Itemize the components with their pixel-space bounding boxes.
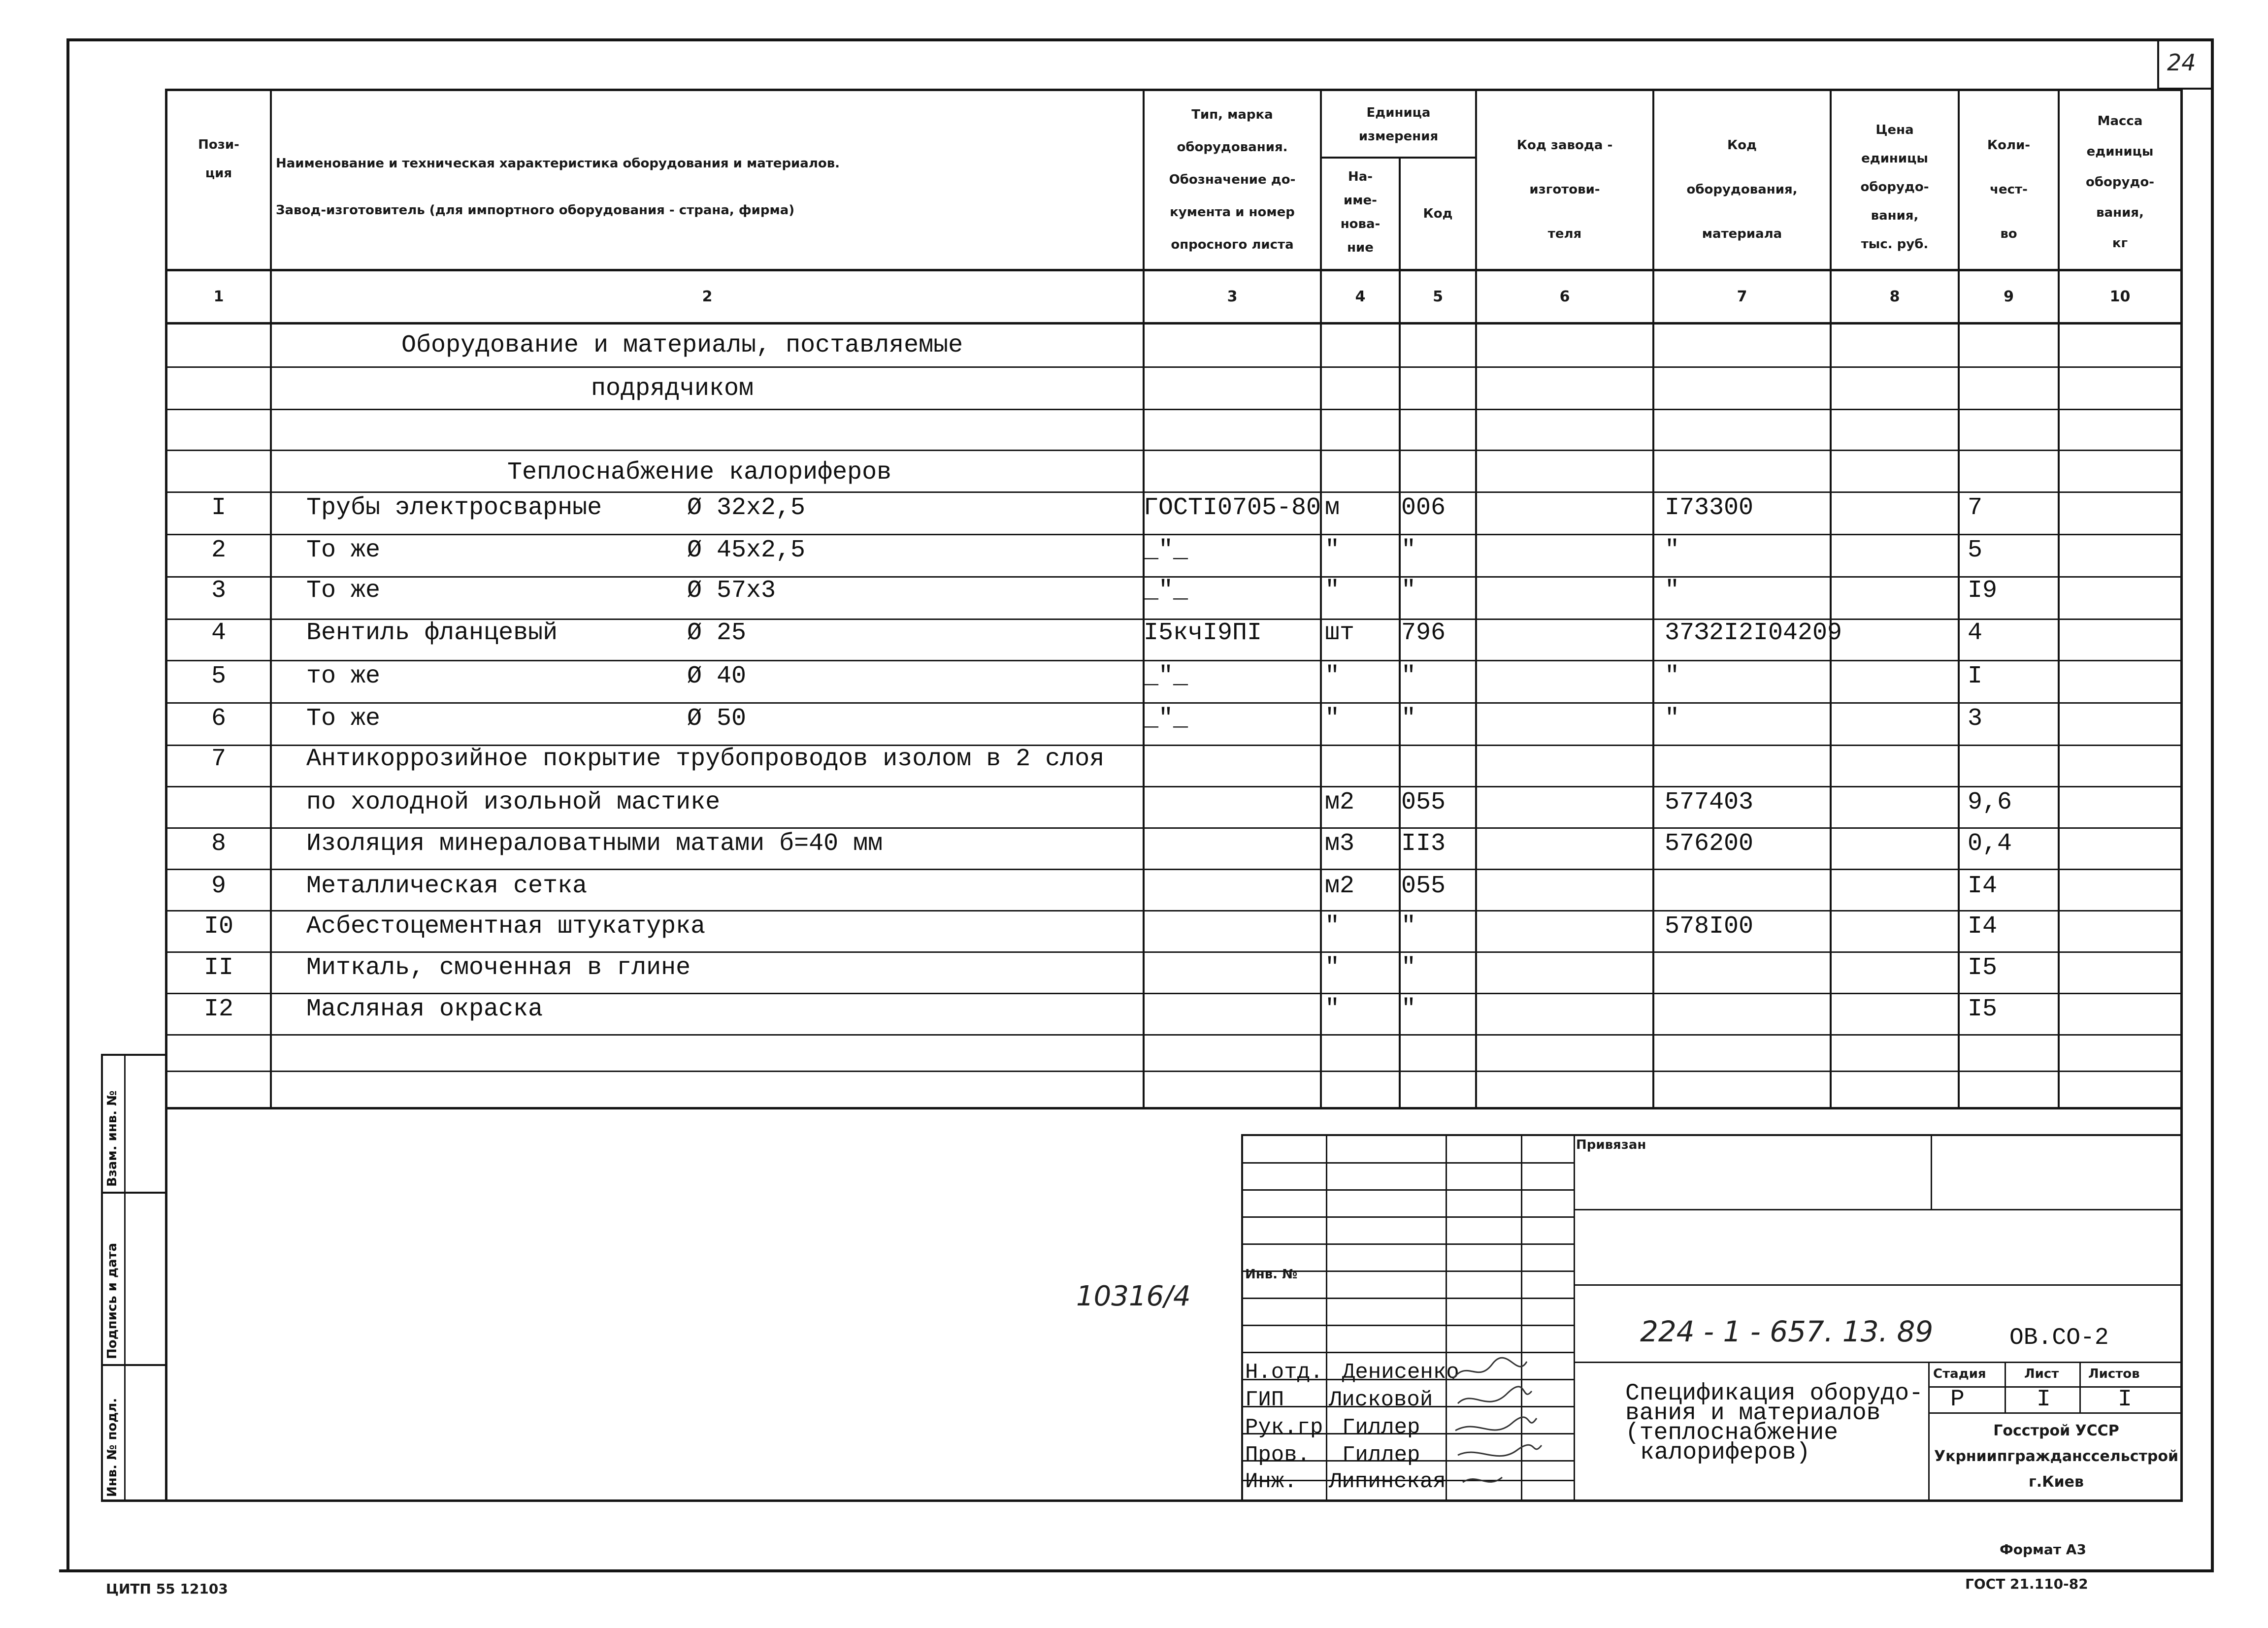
row-line <box>165 786 2183 787</box>
row-line <box>165 534 2183 535</box>
side-stamp-mid <box>124 1054 126 1502</box>
row-line <box>165 409 2183 410</box>
side-stamp-top <box>101 1054 165 1056</box>
column-number: 2 <box>702 288 713 305</box>
row-unit: м2 <box>1325 788 1355 816</box>
row-unit: м3 <box>1325 830 1355 858</box>
row-pos: 5 <box>211 662 226 690</box>
side-stamp-sep <box>101 1192 165 1194</box>
row-name: Масляная окраска <box>306 995 543 1023</box>
row-code: 576200 <box>1665 830 1754 858</box>
row-qty: 9,6 <box>1968 788 2012 816</box>
row-ucode: " <box>1401 912 1416 941</box>
inner-frame-bottom <box>101 1499 2183 1502</box>
column-number: 1 <box>213 288 224 305</box>
row-name: То же <box>306 705 381 733</box>
row-line <box>165 869 2183 870</box>
row-line <box>165 910 2183 912</box>
tb-row <box>1241 1243 1574 1245</box>
unit-subheader-line <box>1320 157 1477 159</box>
row-type: I5кчI9ПI <box>1144 619 1262 647</box>
column-number: 9 <box>2004 288 2014 305</box>
row-line <box>165 827 2183 829</box>
row-dim: Ø 40 <box>687 662 747 690</box>
row-pos: 3 <box>211 577 226 605</box>
sheet-title: Спецификация оборудо- вания и материалов (теплоснабжение калориферов) <box>1625 1380 1923 1466</box>
side-stamp-sep <box>101 1364 165 1366</box>
header-name: Наименование и техническая характеристика оборудования и материалов. Завод-изготовитель (для импортного оборудования - страна, фирма) <box>276 156 840 218</box>
row-qty: I5 <box>1968 954 1998 982</box>
row-type: _"_ <box>1144 662 1188 690</box>
tb-row-right <box>1574 1284 2183 1286</box>
tb-priv-sep <box>1931 1134 1932 1210</box>
row-code: " <box>1665 536 1680 564</box>
row-name: Асбестоцементная штукатурка <box>306 912 706 941</box>
sheet-value: I <box>2037 1386 2051 1413</box>
tb-row-right <box>1574 1209 2183 1210</box>
row-unit: " <box>1325 705 1340 733</box>
row-code: " <box>1665 662 1680 690</box>
row-line <box>165 491 2183 493</box>
tb-top <box>1241 1134 2183 1136</box>
row-line <box>165 951 2183 953</box>
row-type: ГОСТI0705-80 <box>1144 494 1321 522</box>
row-line <box>165 1034 2183 1036</box>
column-number: 6 <box>1559 288 1570 305</box>
row-dim: Ø 45х2,5 <box>687 536 806 564</box>
row-line <box>165 660 2183 661</box>
doc-code: ОВ.СО-2 <box>2009 1325 2109 1351</box>
drawing-number: 224 - 1 - 657. 13. 89 <box>1640 1315 1934 1348</box>
column-number: 8 <box>1889 288 1900 305</box>
row-unit: шт <box>1325 619 1355 647</box>
row-line <box>165 993 2183 994</box>
role-label: Рук.гр <box>1245 1415 1323 1440</box>
header-unit-name: На- име- нова- ние <box>1340 169 1381 255</box>
header-type: Тип, марка оборудования. Обозначение до- кумента и номер опросного листа <box>1169 107 1296 252</box>
row-qty: 7 <box>1968 494 1983 522</box>
header-material-code: Код оборудования, материала <box>1686 138 1798 241</box>
sheets-label: Листов <box>2088 1367 2140 1381</box>
tb-stage-col <box>2005 1362 2006 1413</box>
tb-row <box>1241 1216 1574 1218</box>
row-code: I73300 <box>1665 494 1754 522</box>
tb-row <box>1241 1298 1574 1299</box>
outer-frame-bottom <box>59 1569 2214 1572</box>
row-unit: " <box>1325 912 1340 941</box>
row-unit: м <box>1325 494 1340 522</box>
inv-no-label: Инв. № <box>1245 1267 1298 1282</box>
header-position: Пози- ция <box>198 137 239 181</box>
row-code: 578I00 <box>1665 912 1754 941</box>
row-qty: I4 <box>1968 912 1998 941</box>
column-number: 5 <box>1433 288 1443 305</box>
stage-label: Стадия <box>1933 1367 1986 1381</box>
role-name: Денисенко <box>1342 1360 1459 1385</box>
column-number: 10 <box>2109 288 2131 305</box>
role-name: Лисковой <box>1329 1388 1433 1412</box>
print-code: ЦИТП 55 12103 <box>106 1581 228 1597</box>
tb-stage-col <box>1928 1362 1930 1502</box>
row-line <box>165 366 2183 368</box>
role-label: ГИП <box>1245 1388 1284 1412</box>
row-line <box>165 702 2183 704</box>
row-name: то же <box>306 662 381 690</box>
col-line-1 <box>270 89 272 1108</box>
role-name: Гиллер <box>1342 1415 1420 1440</box>
row-code: " <box>1665 705 1680 733</box>
row-ucode: " <box>1401 705 1416 733</box>
row-pos: 2 <box>211 536 226 564</box>
column-number: 7 <box>1737 288 1747 305</box>
row-ucode: " <box>1401 577 1416 605</box>
role-name: Гиллер <box>1342 1443 1420 1467</box>
row-pos: I <box>211 494 226 522</box>
row-name: Изоляция минераловатными матами б=40 мм <box>306 830 883 858</box>
row-name: Металлическая сетка <box>306 872 588 900</box>
role-label: Инж. <box>1245 1469 1297 1494</box>
row-pos: 7 <box>211 745 226 773</box>
row-dim: Ø 25 <box>687 619 747 647</box>
sheet-label: Лист <box>2024 1367 2059 1381</box>
outer-frame-right <box>2211 38 2214 1572</box>
row-ucode: " <box>1401 995 1416 1023</box>
row-qty: I4 <box>1968 872 1998 900</box>
organization: Госстрой УССР Укрниипгражданссельстрой г.Киев <box>1934 1422 2179 1491</box>
row-qty: I <box>1968 662 1983 690</box>
header-mass: Масса единицы оборудо- вания, кг <box>2085 114 2155 251</box>
header-price: Цена единицы оборудо- вания, тыс. руб. <box>1860 123 1929 252</box>
row-ucode: " <box>1401 662 1416 690</box>
row-type: _"_ <box>1144 577 1188 605</box>
row-name: Трубы электросварные <box>306 494 602 522</box>
row-ucode: 055 <box>1401 872 1446 900</box>
row-pos: I2 <box>203 995 233 1023</box>
side-stamp-left <box>101 1054 103 1502</box>
row-qty: 4 <box>1968 619 1983 647</box>
row-type: _"_ <box>1144 705 1188 733</box>
row-ucode: " <box>1401 954 1416 982</box>
handwritten-number: 10316/4 <box>1076 1280 1191 1312</box>
row-dim: Ø 50 <box>687 705 747 733</box>
role-label: Н.отд. <box>1245 1360 1323 1385</box>
row-unit: м2 <box>1325 872 1355 900</box>
tb-row <box>1241 1162 1574 1164</box>
tb-stage-row <box>1928 1386 2183 1388</box>
row-pos: II <box>203 954 233 982</box>
column-number: 3 <box>1227 288 1238 305</box>
row-name: Антикоррозийное покрытие трубопроводов изолом в 2 слоя <box>306 745 1105 773</box>
row-unit: " <box>1325 536 1340 564</box>
header-unit: Единица измерения <box>1358 105 1439 144</box>
tb-row-right <box>1574 1362 2183 1363</box>
row-ucode: 796 <box>1401 619 1446 647</box>
row-code: 37З2I2I04209 <box>1665 619 1842 647</box>
tb-row <box>1241 1189 1574 1191</box>
row-unit: " <box>1325 954 1340 982</box>
row-qty: 3 <box>1968 705 1983 733</box>
table-top <box>165 89 2183 91</box>
row-unit: " <box>1325 995 1340 1023</box>
colnum-bottom <box>165 322 2183 325</box>
table-bottom <box>165 1107 2183 1109</box>
row-unit: " <box>1325 662 1340 690</box>
row-qty: I9 <box>1968 577 1998 605</box>
sheets-value: I <box>2118 1386 2132 1413</box>
tb-row <box>1241 1325 1574 1326</box>
row-ucode: II3 <box>1401 830 1446 858</box>
row-dim: Ø 57х3 <box>687 577 776 605</box>
header-bottom <box>165 269 2183 271</box>
side-stamp-original-inv: Инв. № подл. <box>105 1398 120 1497</box>
outer-frame-left <box>66 38 69 1572</box>
role-name: Липинская <box>1329 1469 1446 1494</box>
row-name: Вентиль фланцевый <box>306 619 558 647</box>
row-qty: 0,4 <box>1968 830 2012 858</box>
row-pos: 6 <box>211 705 226 733</box>
row-pos: 4 <box>211 619 226 647</box>
header-maker-code: Код завода - изготови- теля <box>1516 138 1613 241</box>
row-name: То же <box>306 577 381 605</box>
row-code: " <box>1665 577 1680 605</box>
row-pos: 8 <box>211 830 226 858</box>
row-qty: 5 <box>1968 536 1983 564</box>
section-title-line1: Оборудование и материалы, поставляемые <box>401 331 963 359</box>
signatures <box>1448 1349 1576 1497</box>
row-name: по холодной изольной мастике <box>306 788 721 816</box>
outer-frame-top <box>66 38 2214 41</box>
tb-stage-col <box>2079 1362 2081 1413</box>
row-ucode: 055 <box>1401 788 1446 816</box>
row-pos: 9 <box>211 872 226 900</box>
sheet-number-box-left <box>2157 41 2159 89</box>
row-ucode: " <box>1401 536 1416 564</box>
side-stamp-replace-inv: Взам. инв. № <box>105 1090 120 1187</box>
inner-frame-right <box>2180 89 2183 1502</box>
sheet-number: 24 <box>2167 49 2196 76</box>
side-stamp-signature-date: Подпись и дата <box>105 1242 120 1359</box>
row-name: То же <box>306 536 381 564</box>
row-ucode: 006 <box>1401 494 1446 522</box>
row-name: Миткаль, смоченная в глине <box>306 954 691 982</box>
section-subtitle: Теплоснабжение калориферов <box>507 458 892 487</box>
tb-stage-row <box>1928 1412 2183 1414</box>
row-unit: " <box>1325 577 1340 605</box>
stage-value: Р <box>1950 1386 1965 1413</box>
role-label: Пров. <box>1245 1443 1311 1467</box>
privyazan-label: Привязан <box>1576 1138 1646 1152</box>
gost-label: ГОСТ 21.110-82 <box>1965 1576 2088 1592</box>
header-unit-code: Код <box>1423 206 1453 221</box>
header-quantity: Коли- чест- во <box>1987 138 2031 241</box>
column-number: 4 <box>1355 288 1366 305</box>
row-line <box>165 450 2183 451</box>
format-label: Формат А3 <box>2000 1541 2086 1558</box>
row-code: 577403 <box>1665 788 1754 816</box>
row-pos: I0 <box>203 912 233 941</box>
row-type: _"_ <box>1144 536 1188 564</box>
row-qty: I5 <box>1968 995 1998 1023</box>
row-line <box>165 1071 2183 1072</box>
row-dim: Ø 32х2,5 <box>687 494 806 522</box>
section-title-line2: подрядчиком <box>591 375 754 403</box>
